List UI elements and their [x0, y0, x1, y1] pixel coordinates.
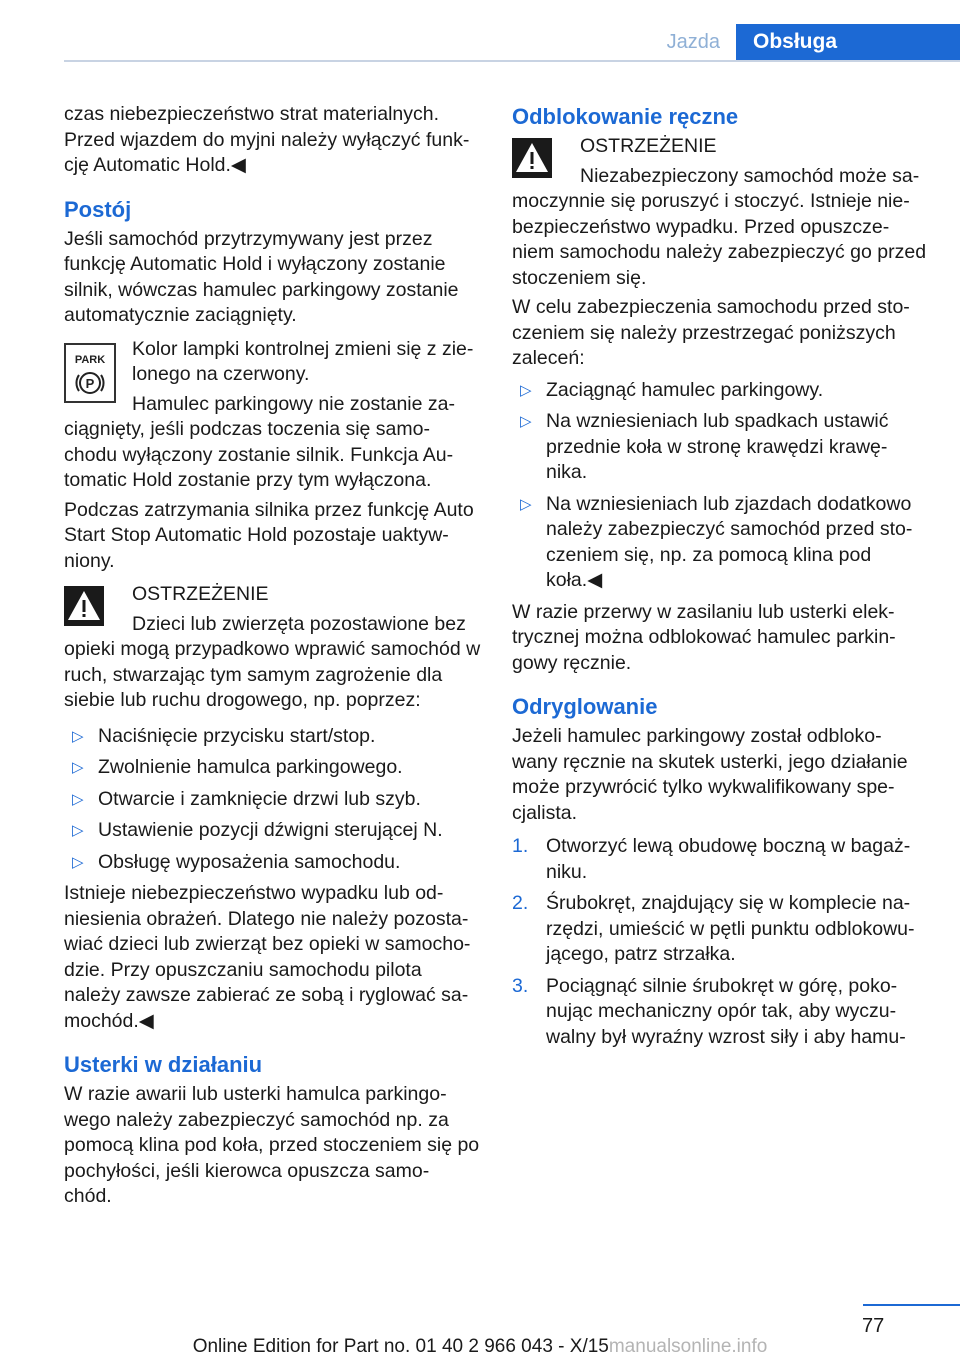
- list-item: ▷ Zwolnienie hamulca parkingowego.: [64, 755, 482, 781]
- triangle-bullet-icon: ▷: [72, 790, 84, 808]
- triangle-bullet-icon: ▷: [72, 853, 84, 871]
- right-column: [512, 102, 928, 1056]
- list-item: 1. Otworzyć lewą obudowę boczną w bagaż- niku.: [512, 835, 911, 883]
- page-number: 77: [862, 1315, 885, 1337]
- park-text-1: Kolor lampki kontrolnej zmieni się z zie- lonego na czerwony.: [132, 337, 474, 385]
- footer-rule: [863, 1304, 960, 1306]
- warning-block-left: [64, 582, 482, 718]
- svg-text:P: P: [85, 375, 95, 391]
- triangle-bullet-icon: ▷: [72, 822, 84, 839]
- usterki-paragraph: W razie awarii lub usterki hamulca parkingo- wego należy zabezpieczyć samochód np. za pomocą klina pod koła, przed stoczeniem się po pochyłości, jeśli kierowca opuszcza samo- chód.: [64, 1083, 480, 1207]
- warning-title-right: OSTRZEŻENIE: [580, 135, 717, 157]
- triangle-bullet-icon: ▷: [72, 759, 84, 776]
- warning-title-left: OSTRZEŻENIE: [132, 583, 269, 605]
- svg-text:PARK: PARK: [74, 353, 106, 366]
- postoj-paragraph: Jeśli samochód przytrzymywany jest przez funkcję Automatic Hold i wyłączony zostanie silnik, wówczas hamulec parkingowy zostanie automatycznie zaciągnięty.: [64, 227, 459, 326]
- header-active-tab: Obsługa: [736, 24, 960, 60]
- park-text-2: Hamulec parkingowy nie zostanie za- ciągnięty, jeśli podczas toczenia się samo- chodu wyłączony zostanie silnik. Funkcja Au- tomatic Hold zostanie przy tym wyłączona.: [64, 392, 455, 491]
- risk-paragraph: Istnieje niebezpieczeństwo wypadku lub od- niesienia obrażeń. Dlatego nie należy pozosta- wiać dzieci lub zwierząt bez opieki w samocho- dzie. Przy opuszczaniu samochodu pilota należy zawsze zabierać ze sobą i ryglować sa- mochód.◀: [64, 882, 471, 1032]
- auto-start-stop-paragraph: Podczas zatrzymania silnika przez funkcję Auto Start Stop Automatic Hold pozostaje uaktyw- niony.: [64, 498, 474, 572]
- header-section-tab: Jazda: [666, 31, 720, 53]
- intro-paragraph: czas niebezpieczeństwo strat materialnych. Przed wjazdem do myjni należy wyłączyć funk- cję Automatic Hold.◀: [64, 103, 470, 176]
- list-item: ▷ Obsługę wyposażenia samochodu.: [64, 850, 482, 876]
- park-brake-icon: [64, 343, 116, 403]
- list-item: 3. Pociągnąć silnie śrubokręt w górę, poko- nując mechaniczny opór tak, aby wyczu- walny był wyraźny wzrost siły i aby hamu-: [512, 974, 906, 1048]
- heading-usterki: Usterki w działaniu: [64, 1052, 263, 1077]
- odryglowanie-paragraph: Jeżeli hamulec parkingowy został odbloko- wany ręcznie na skutek usterki, jego działanie może przywrócić tylko wykwalifikowany spe- cjalista.: [512, 725, 908, 824]
- left-column: [64, 102, 482, 1218]
- bullet-list-left: [64, 724, 482, 876]
- park-indicator-block: [64, 337, 482, 498]
- secure-paragraph: W celu zabezpieczenia samochodu przed sto- czeniem się należy przestrzegać poniższych zaleceń:: [512, 296, 910, 369]
- list-item: ▷ Zaciągnąć hamulec parkingowy.: [512, 378, 928, 404]
- list-item: 2. Śrubokręt, znajdujący się w komplecie na- rzędzi, umieścić w pętli punktu odblokowu- jącego, patrz strzałka.: [512, 892, 915, 965]
- triangle-bullet-icon: ▷: [520, 381, 532, 399]
- list-item: ▷ Ustawienie pozycji dźwigni sterującej N.: [64, 818, 482, 844]
- power-failure-paragraph: W razie przerwy w zasilaniu lub usterki elek- trycznej można odblokować hamulec parkin- gowy ręcznie.: [512, 600, 896, 674]
- watermark: manualsonline.info: [608, 1336, 768, 1357]
- list-item: ▷ Naciśnięcie przycisku start/stop.: [64, 724, 482, 750]
- list-item: ▷ Na wzniesieniach lub spadkach ustawić przednie koła w stronę krawędzi krawę- nika.: [520, 410, 889, 483]
- triangle-bullet-icon: ▷: [72, 727, 84, 745]
- warning-text-left: Dzieci lub zwierzęta pozostawione bez opieki mogą przypadkowo wprawić samochód w ruch, stwarzając tym samym zagrożenie dla siebie lub ruchu drogowego, np. poprzez:: [64, 612, 481, 711]
- list-item: ▷ Na wzniesieniach lub zjazdach dodatkowo należy zabezpieczyć samochód przed sto- czeniem się, np. za pomocą klina pod koła.◀: [520, 492, 913, 591]
- warning-block-right: [512, 134, 928, 295]
- bullet-list-right: [512, 378, 928, 594]
- steps-list: [512, 834, 928, 1050]
- heading-odryglowanie: Odryglowanie: [512, 694, 658, 719]
- header-rule: [64, 60, 960, 62]
- triangle-bullet-icon: ▷: [520, 495, 532, 513]
- warning-triangle-icon: [64, 586, 116, 634]
- warning-triangle-icon: [512, 138, 564, 186]
- warning-text-right: Niezabezpieczony samochód może sa- moczynnie się poruszyć i stoczyć. Istnieje nie- bezpieczeństwo wypadku. Przed opuszcze- niem samochodu należy zabezpieczyć go przed stoczeniem się.: [512, 164, 927, 289]
- triangle-bullet-icon: ▷: [520, 413, 532, 430]
- heading-odblokowanie: Odblokowanie ręczne: [512, 104, 739, 129]
- footer-edition: Online Edition for Part no. 01 40 2 966 043 - X/15manualsonline.info: [192, 1336, 768, 1357]
- heading-postoj: Postój: [64, 196, 132, 222]
- list-item: ▷ Otwarcie i zamknięcie drzwi lub szyb.: [64, 787, 482, 813]
